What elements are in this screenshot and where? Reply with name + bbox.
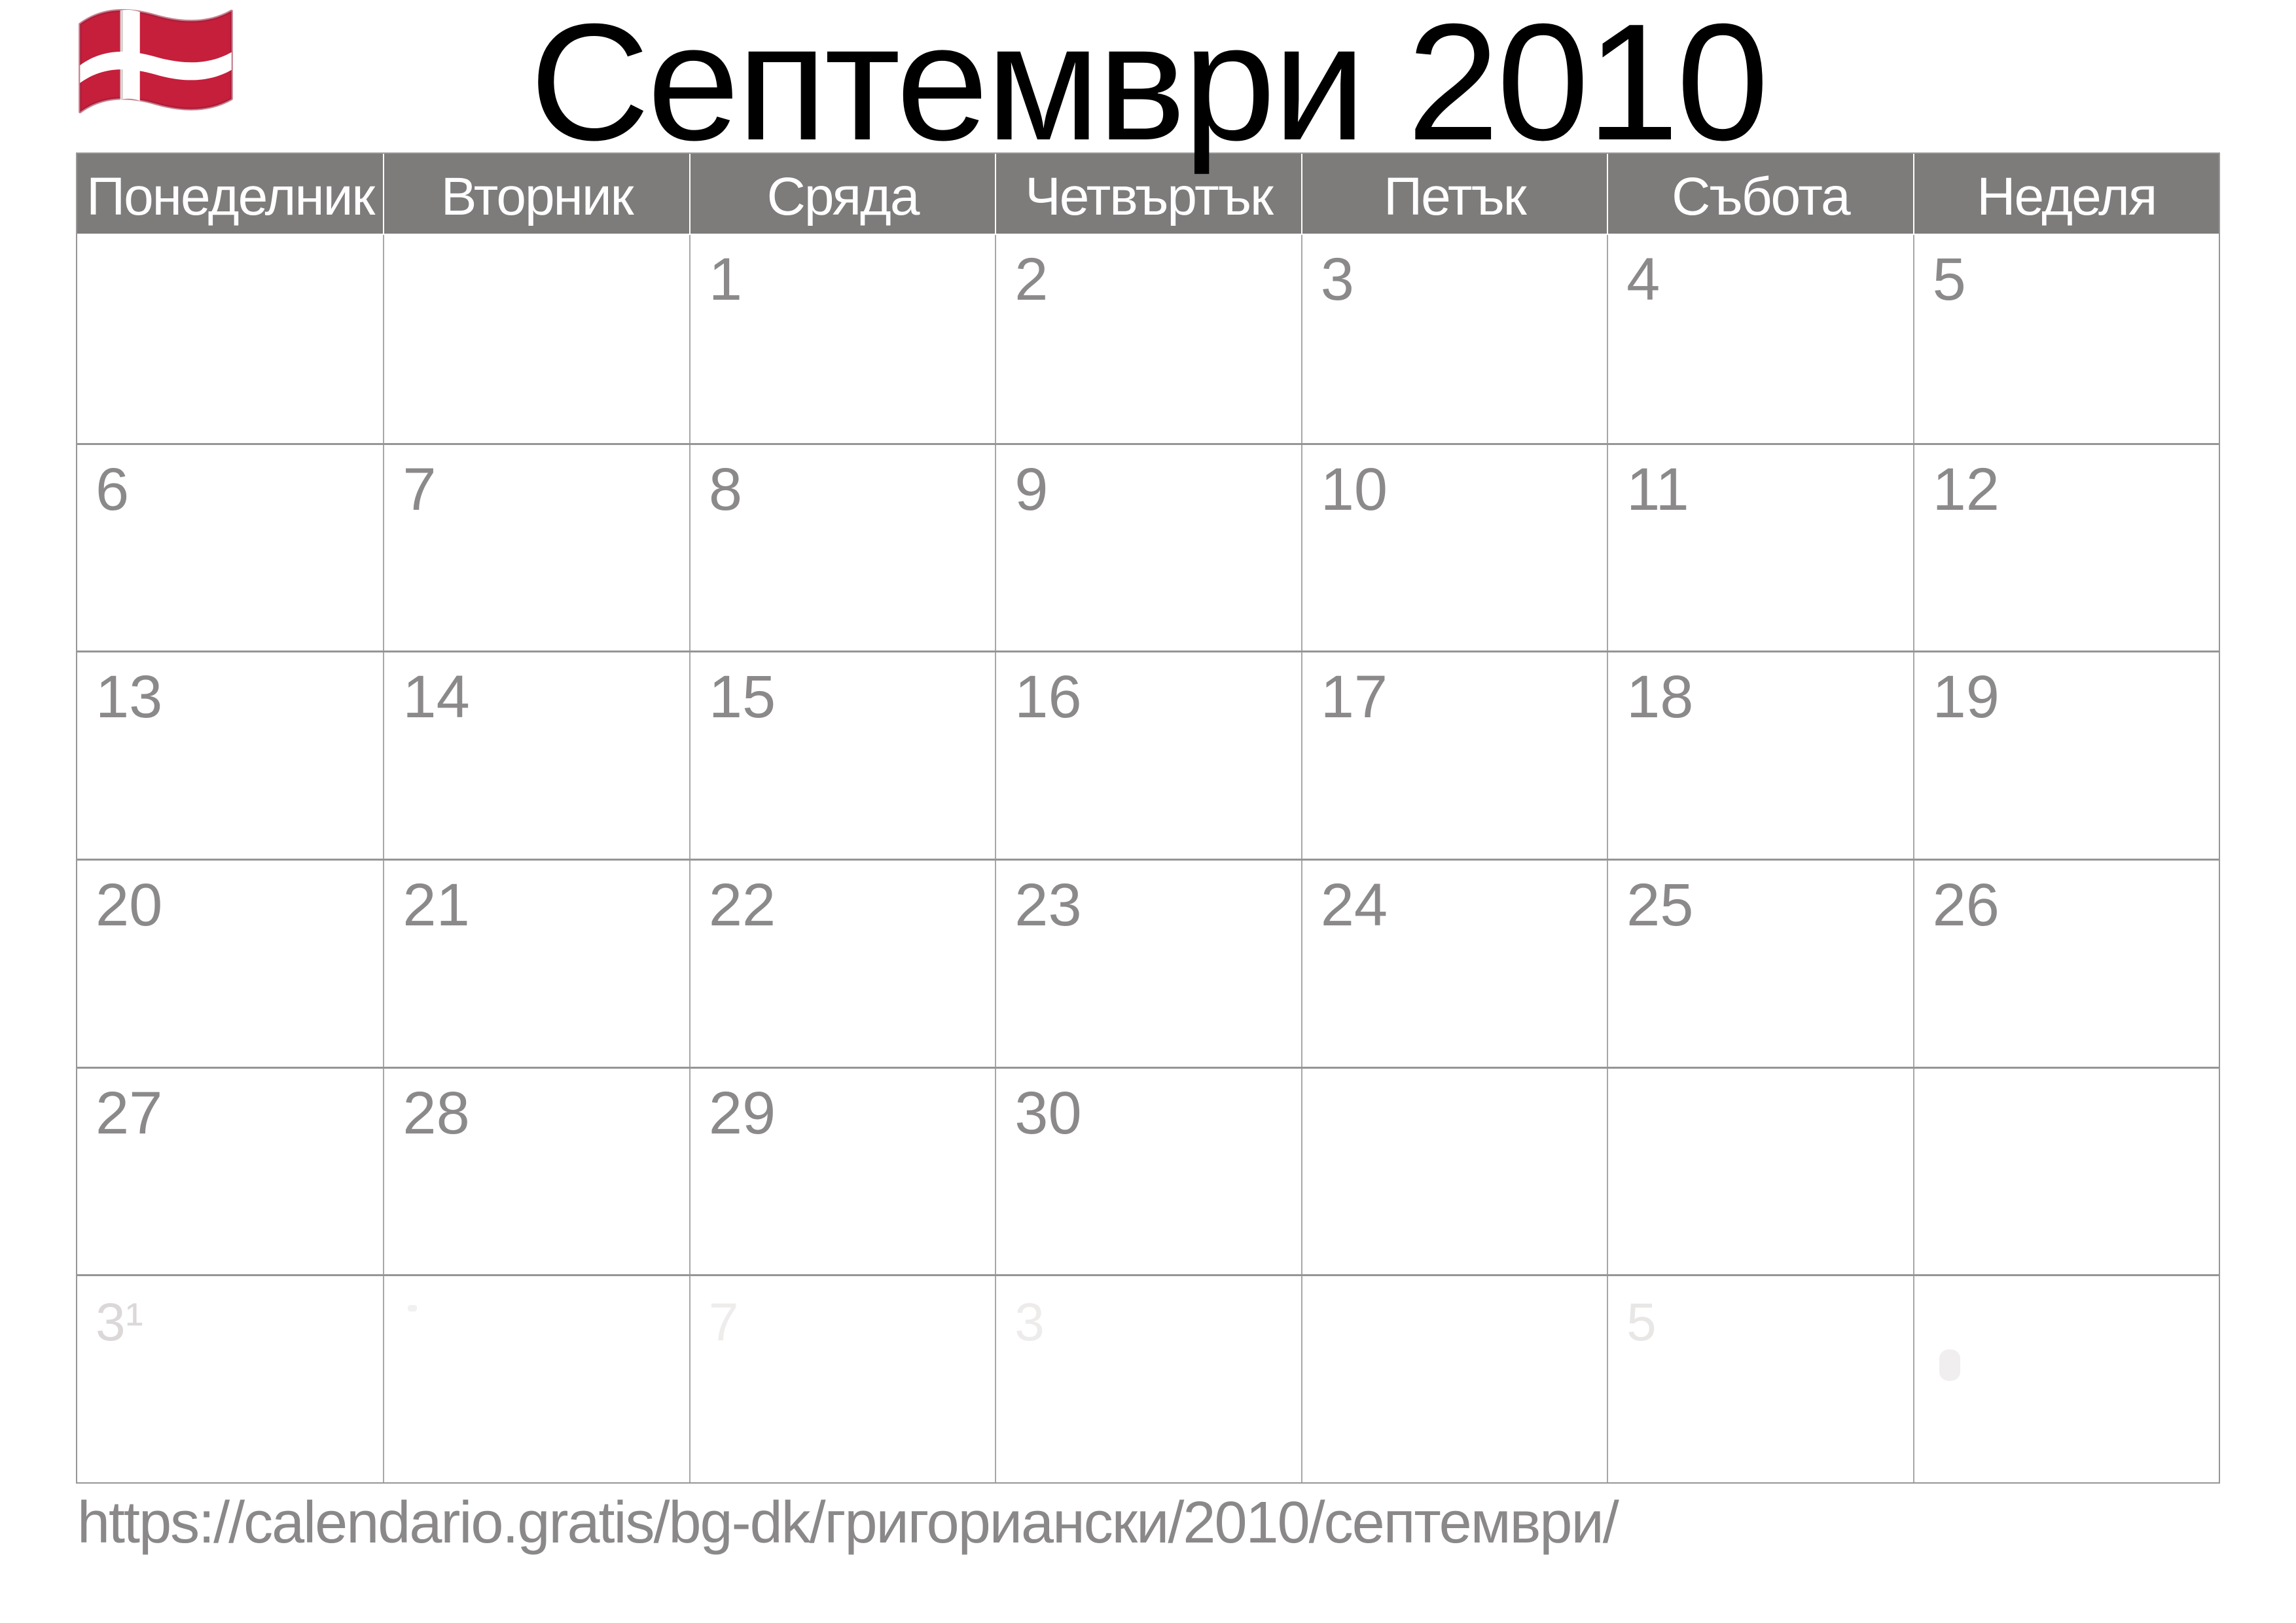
week-row-1 xyxy=(77,235,2219,443)
day-cell: 6 xyxy=(77,445,383,651)
day-cell: 30 xyxy=(995,1069,1300,1275)
day-cell: 14 xyxy=(383,652,689,859)
day-cell: 21 xyxy=(383,861,689,1067)
day-header-thursday: Четвъртък xyxy=(995,154,1300,234)
week-row-3 xyxy=(77,651,2219,859)
day-header-monday: Понеделник xyxy=(86,167,374,226)
day-cell xyxy=(1607,1069,1912,1275)
ghost-number: 5 xyxy=(1626,1293,1657,1353)
source-url: https://calendario.gratis/bg-dk/григориански/2010/септември/ xyxy=(77,1490,1618,1556)
day-cell: 24 xyxy=(1301,861,1607,1067)
day-cell: 10 xyxy=(1301,445,1607,651)
day-cell: 26 xyxy=(1913,861,2219,1067)
day-header-wednesday: Сряда xyxy=(689,154,995,234)
day-cell xyxy=(1301,1069,1607,1275)
ghost-number: 3¹ xyxy=(96,1293,143,1353)
week-row-2 xyxy=(77,443,2219,651)
week-row-6-ghost xyxy=(77,1274,2219,1482)
day-cell: 27 xyxy=(77,1069,383,1275)
day-cell xyxy=(689,1276,995,1482)
day-cell: 19 xyxy=(1913,652,2219,859)
day-cell: 23 xyxy=(995,861,1300,1067)
day-cell xyxy=(383,1276,689,1482)
week-row-4 xyxy=(77,859,2219,1067)
day-cell: 7 xyxy=(383,445,689,651)
calendar-table xyxy=(76,152,2220,1484)
day-cell: 22 xyxy=(689,861,995,1067)
day-cell: 12 xyxy=(1913,445,2219,651)
day-cell xyxy=(1913,1069,2219,1275)
day-cell: 3 xyxy=(1301,235,1607,443)
day-cell: 8 xyxy=(689,445,995,651)
day-header-tuesday: Вторник xyxy=(383,154,689,234)
day-header-saturday: Събота xyxy=(1607,154,1912,234)
ghost-number: 3 xyxy=(1014,1293,1045,1353)
day-header-sunday: Неделя xyxy=(1913,154,2219,234)
day-cell: 13 xyxy=(77,652,383,859)
day-cell xyxy=(77,1276,383,1482)
day-cell: 29 xyxy=(689,1069,995,1275)
day-cell: 25 xyxy=(1607,861,1912,1067)
page-title: Септември 2010 xyxy=(529,0,1767,175)
day-cell: 20 xyxy=(77,861,383,1067)
ghost-number: 7 xyxy=(708,1293,739,1353)
day-cell xyxy=(995,1276,1300,1482)
day-cell: 9 xyxy=(995,445,1300,651)
day-cell: 11 xyxy=(1607,445,1912,651)
ghost-speck xyxy=(408,1305,417,1311)
week-row-5 xyxy=(77,1067,2219,1275)
day-cell xyxy=(1607,1276,1912,1482)
day-cell: 4 xyxy=(1607,235,1912,443)
day-cell xyxy=(1913,1276,2219,1482)
day-cell: 1 xyxy=(689,235,995,443)
day-cell xyxy=(383,235,689,443)
ghost-blob xyxy=(1939,1349,1960,1381)
day-cell: 16 xyxy=(995,652,1300,859)
day-cell xyxy=(77,235,383,443)
day-header-friday: Петък xyxy=(1301,154,1607,234)
day-cell xyxy=(1301,1276,1607,1482)
day-cell: 5 xyxy=(1913,235,2219,443)
day-cell: 28 xyxy=(383,1069,689,1275)
day-cell: 18 xyxy=(1607,652,1912,859)
day-cell: 17 xyxy=(1301,652,1607,859)
day-cell: 2 xyxy=(995,235,1300,443)
day-cell: 15 xyxy=(689,652,995,859)
